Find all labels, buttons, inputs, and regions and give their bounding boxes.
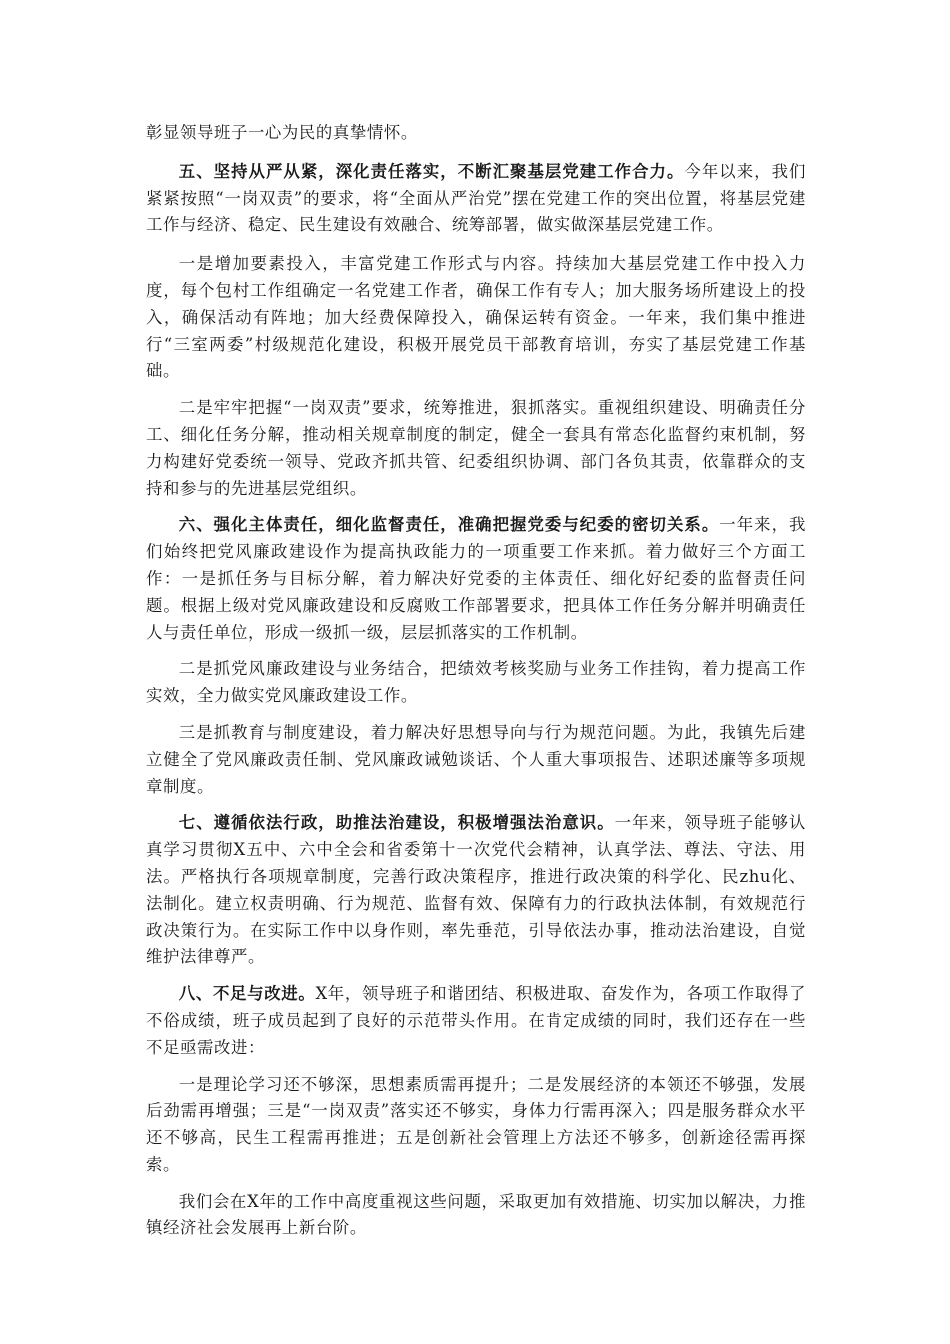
paragraph-text: 二是抓党风廉政建设与业务结合，把绩效考核奖励与业务工作挂钩，着力提高工作实效，全力做实党风廉政建设工作。 bbox=[146, 659, 806, 706]
section-seven-paragraph bbox=[146, 810, 806, 971]
paragraph-text: 一年来，领导班子能够认真学习贯彻X五中、六中全会和省委第十一次党代会精神，认真学法、尊法、守法、用法。严格执行各项规章制度，完善行政决策程序，推进行政决策的科学化、民zhu化、法制化。建立权责明确、行为规范、监督有效、保障有力的行政执法体制，有效规范行政决策行为。在实际工作中以身作则，率先垂范，引导依法办事，推动法治建设，自觉维护法律尊严。 bbox=[146, 813, 806, 967]
paragraph-text: X年，领导班子和谐团结、积极进取、奋发作为，各项工作取得了不俗成绩，班子成员起到了良好的示范带头作用。在肯定成绩的同时，我们还存在一些不足亟需改进： bbox=[146, 984, 806, 1057]
paragraph-text: 彰显领导班子一心为民的真挚情怀。 bbox=[146, 123, 418, 142]
paragraph-text: 二是牢牢把握“一岗双责”要求，统筹推进，狠抓落实。重视组织建设、明确责任分工、细化任务分解，推动相关规章制度的制定，健全一套具有常态化监督约束机制，努力构建好党委统一领导、党政齐抓共管、纪委组织协调、部门各负其责，依靠群众的支持和参与的先进基层党组织。 bbox=[146, 398, 806, 498]
section-five-point-two bbox=[146, 395, 806, 502]
section-seven-heading: 七、遵循依法行政，助推法治建设，积极增强法治意识。 bbox=[178, 813, 615, 833]
document-page bbox=[146, 120, 806, 1242]
section-five-point-one bbox=[146, 251, 806, 385]
section-six-point-two bbox=[146, 656, 806, 710]
section-six-paragraph bbox=[146, 512, 806, 646]
section-six-heading: 六、强化主体责任，细化监督责任，准确把握党委与纪委的密切关系。 bbox=[178, 515, 720, 535]
paragraph-text: 今年以来，我们紧紧按照“一岗双责”的要求，将“全面从严治党”摆在党建工作的突出位置，将基层党建工作与经济、稳定、民生建设有效融合、统筹部署，做实做深基层党建工作。 bbox=[146, 161, 807, 235]
section-eight-paragraph bbox=[146, 981, 806, 1061]
paragraph-text: 一是理论学习还不够深，思想素质需再提升；二是发展经济的本领还不够强，发展后劲需再增强；三是“一岗双责”落实还不够实，身体力行需再深入；四是服务群众水平还不够高，民生工程需再推进；五是创新社会管理上方法还不够多，创新途径需再探索。 bbox=[146, 1074, 806, 1174]
paragraph-text: 一是增加要素投入，丰富党建工作形式与内容。持续加大基层党建工作中投入力度，每个包村工作组确定一名党建工作者，确保工作有专人；加大服务场所建设上的投入，确保活动有阵地；加大经费保障投入，确保运转有资金。一年来，我们集中推进行“三室两委”村级规范化建设，积极开展党员干部教育培训，夯实了基层党建工作基础。 bbox=[146, 254, 806, 381]
section-six-point-three bbox=[146, 720, 806, 800]
closing-paragraph bbox=[146, 1189, 806, 1243]
paragraph-text: 我们会在X年的工作中高度重视这些问题，采取更加有效措施、切实加以解决，力推镇经济社会发展再上新台阶。 bbox=[146, 1191, 806, 1238]
section-five-heading: 五、坚持从严从紧，深化责任落实，不断汇聚基层党建工作合力。 bbox=[178, 161, 685, 181]
paragraph-text: 三是抓教育与制度建设，着力解决好思想导向与行为规范问题。为此，我镇先后建立健全了党风廉政责任制、党风廉政诫勉谈话、个人重大事项报告、述职述廉等多项规章制度。 bbox=[146, 722, 806, 796]
section-eight-shortcomings bbox=[146, 1072, 806, 1179]
section-eight-heading: 八、不足与改进。 bbox=[178, 984, 316, 1004]
section-five-paragraph bbox=[146, 159, 806, 239]
paragraph-continuation bbox=[146, 120, 806, 147]
paragraph-text: 一年来，我们始终把党风廉政建设作为提高执政能力的一项重要工作来抓。着力做好三个方面工作：一是抓任务与目标分解，着力解决好党委的主体责任、细化好纪委的监督责任问题。根据上级对党风廉政建设和反腐败工作部署要求，把具体工作任务分解并明确责任人与责任单位，形成一级抓一级，层层抓落实的工作机制。 bbox=[146, 515, 806, 642]
